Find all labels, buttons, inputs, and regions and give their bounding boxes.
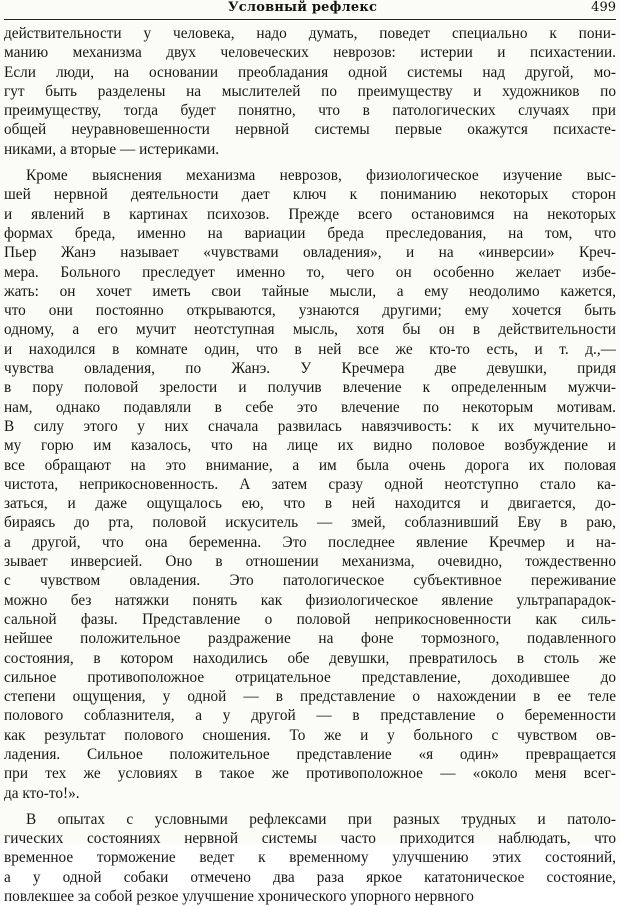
text-line: полового соблазнителя, а у другой — в представление о беременности	[4, 707, 616, 725]
text-line: заться, и даже ощущалось ею, что в ней находится и двигается, до-	[4, 495, 616, 513]
paragraph	[4, 24, 616, 159]
text-line: зывает инверсией. Оно в отношении механизма, очевидно, тождественно	[4, 553, 616, 571]
text-line: шей нервной деятельности дает ключ к пониманию некоторых сторон	[4, 186, 616, 204]
text-line: временное торможение ведет к временному улучшению этих состояний,	[4, 849, 616, 867]
text-line: гических состояниях нервной системы часто приходится наблюдать, что	[4, 830, 616, 848]
paragraph-gap	[4, 803, 616, 810]
text-line: чувства овладения, по Жанэ. У Кречмера две девушки, придя	[4, 360, 616, 378]
text-line: Пьер Жанэ называет «чувствами овладения», и на «инверсии» Креч-	[4, 244, 616, 262]
text-line: мера. Больного преследует именно то, чего он особенно желает избе-	[4, 263, 616, 281]
running-header	[0, 0, 620, 20]
text-line: и явлений в картинах психозов. Прежде всего остановимся на некоторых	[4, 205, 616, 223]
text-line: действительности у человека, надо думать, поведет специально к пони-	[4, 25, 616, 42]
text-line: что они постоянно открываются, узнаются другими; ему хочется быть	[4, 302, 616, 320]
paragraph	[4, 166, 616, 803]
page-number: 499	[591, 0, 616, 15]
text-line: Если люди, на основании преобладания одной системы над другой, мо-	[4, 63, 616, 81]
paragraph	[4, 810, 616, 906]
text-line: общей неуравновешенности нервной системы первые окажутся психасте-	[4, 121, 616, 139]
text-line: ладения. Сильное положительное представление «я один» превращается	[4, 745, 616, 763]
text-line: преимуществу, тогда будет понятно, что в патологических случаях при	[4, 102, 616, 120]
running-title: Условный рефлекс	[228, 0, 378, 15]
text-line: манию механизма двух человеческих неврозов: истерии и психастении.	[4, 44, 616, 62]
text-line: чистота, неприкосновенность. А затем сразу одной неотступно стало ка-	[4, 475, 616, 493]
text-line: никами, а вторые — истериками.	[4, 140, 220, 158]
text-line: В силу этого у них сначала развилась навязчивость: к их мучительно-	[4, 417, 616, 435]
text-line: повлекшее за собой резкое улучшение хронического упорного нервного	[4, 888, 474, 906]
text-line: нейшее положительное раздражение на фоне тормозного, подавленного	[4, 630, 616, 648]
text-line: да кто-то!».	[4, 784, 80, 802]
text-line: му горю им казалось, что на лице их видно половое возбуждение и	[4, 437, 616, 455]
text-line: а у одной собаки отмечено два раза яркое кататоническое состояние,	[4, 868, 616, 886]
text-line: степени ощущения, у одной — в представление о нахождении в ее теле	[4, 688, 616, 706]
text-line: в пору половой зрелости и получив влечение к определенным мужчи-	[4, 379, 616, 397]
text-line: с чувством овладения. Это патологическое субъективное переживание	[4, 572, 616, 590]
text-line: жать: он хочет иметь свои тайные мысли, а ему неодолимо кажется,	[4, 282, 616, 300]
text-line: Кроме выяснения механизма неврозов, физиологическое изучение выс-	[26, 167, 616, 185]
text-line: нам, однако подавляли в себе это влечение по некоторым мотивам.	[4, 398, 616, 416]
text-line: как результат полового сношения. То же и у больного с чувством ов-	[4, 726, 616, 744]
text-line: В опытах с условными рефлексами при разных трудных и патоло-	[26, 810, 616, 828]
body-text	[4, 24, 616, 906]
text-line: сильное противоположное отрицательное представление, доходившее до	[4, 668, 616, 686]
text-line: сальной фазы. Представление о половой неприкосновенности как силь-	[4, 610, 616, 628]
text-line: бираясь до рта, половой искуситель — змей, соблазнивший Еву в раю,	[4, 514, 616, 532]
text-line: можно без натяжки понять как физиологическое явление ультрапарадок-	[4, 591, 616, 609]
header-rule	[4, 19, 616, 20]
text-line: гут быть разделены на мыслителей по преимуществу и художников по	[4, 82, 616, 100]
text-line: одному, а его мучит неотступная мысль, хотя бы он в действительности	[4, 321, 616, 339]
text-line: при тех же условиях в такое же противоположное — «около меня всег-	[4, 765, 616, 783]
text-line: формах бреда, именно на вариации бреда преследования, на том, что	[4, 224, 616, 242]
text-line: и находился в комнате один, что в ней все же кто-то есть, и т. д.,—	[4, 340, 616, 358]
text-line: все обращают на это внимание, а им была очень дорога их половая	[4, 456, 616, 474]
text-line: а другой, что она беременна. Это последнее явление Кречмер и на-	[4, 533, 616, 551]
paragraph-gap	[4, 159, 616, 166]
text-line: состояния, в котором находились обе девушки, превратилось в столь же	[4, 649, 616, 667]
